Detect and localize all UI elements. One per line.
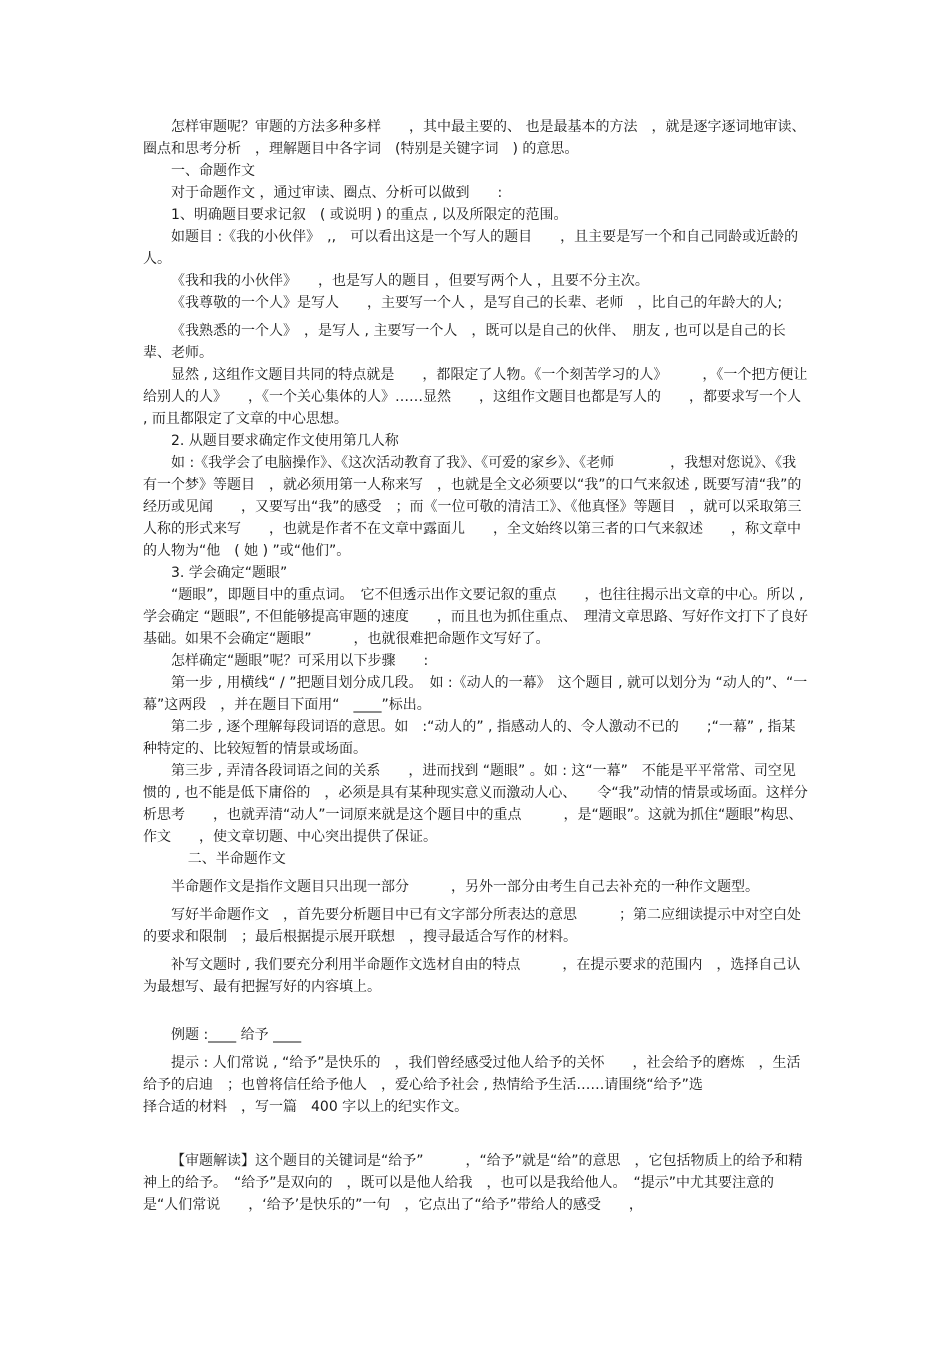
subheading-3: 3. 学会确定“题眼” xyxy=(171,565,288,581)
step-two-paragraph: 第二步 , 逐个理解每段词语的意思。如 :“动人的” , 指感动人的、令人激动不已的 ;“一幕” , 指某种特定的、比较短暂的情景或场面。 xyxy=(143,719,796,757)
body-paragraph: 半命题作文是指作文题目只出现一部分 ，另外一部分由考生自己去补充的一种作文题型。 xyxy=(171,879,759,895)
subheading-2: 2. 从题目要求确定作文使用第几人称 xyxy=(171,433,399,449)
step-three-paragraph: 第三步 , 弄清各段词语之间的关系 ，进而找到 “题眼” 。如 : 这“一幕” 不能是平平常常、司空见惯的 , 也不能是低下庸俗的 ，必须是具有某种现实意义而激动人心、 令“我”动情的情景或场面。这样分析思考 ，也就弄清“动人”一词原来就是这个题目中的重点 ，是“题眼”。这就为抓住“题眼”构思、作文 ，使文章切题、中心突出提供了保证。 xyxy=(143,763,808,845)
section-heading-propositional-essay: 一、命题作文 xyxy=(171,163,255,179)
intro-paragraph: 怎样审题呢？审题的方法多种多样 ，其中最主要的、 也是最基本的方法 ，就是逐字逐词地审读、圈点和思考分析 ，理解题目中各字词 (特别是关键字词 ) 的意思。 xyxy=(143,119,806,157)
step-one-paragraph: 第一步 , 用横线“ / ”把题目划分成几段。 如 :《动人的一幕》 这个题目 , 就可以划分为 “动人的”、“一幕”这两段 ，并在题目下面用“ ____”标出。 xyxy=(143,675,808,713)
body-paragraph: 《我和我的小伙伴》 ，也是写人的题目 ，但要写两个人 ，且要不分主次。 xyxy=(171,273,649,289)
example-title: 例题 :____ 给予 ____ xyxy=(171,1027,302,1043)
hint-paragraph: 提示 : 人们常说 , “给予”是快乐的 ，我们曾经感受过他人给予的关怀 ，社会给予的磨炼 ，生活给予的启迪 ；也曾将信任给予他人 ，爱心给予社会 , 热情给予生活……请围绕“给予”选 xyxy=(143,1055,801,1093)
body-paragraph: 显然 , 这组作文题目共同的特点就是 ，都限定了人物。《一个刻苦学习的人》 ，《一个把方便让给别人的人》 ，《一个关心集体的人》……显然 ，这组作文题目也都是写人的 ，都要求写一个人 , 而且都限定了文章的中心思想。 xyxy=(143,367,808,427)
body-paragraph: 怎样确定“题眼”呢？可采用以下步骤 : xyxy=(171,653,429,669)
body-paragraph: 写好半命题作文 ，首先要分析题目中已有文字部分所表达的意思 ；第二应细读提示中对空白处的要求和限制 ；最后根据提示展开联想 ，搜寻最适合写作的材料。 xyxy=(143,907,801,945)
body-paragraph: 补写文题时 , 我们要充分利用半命题作文选材自由的特点 ，在提示要求的范围内 ，选择自己认为最想写、最有把握写好的内容填上。 xyxy=(143,957,801,995)
section-heading-semi-propositional-essay: 二、半命题作文 xyxy=(187,851,286,867)
body-paragraph: 如题目 :《我的小伙伴》 ,, 可以看出这是一个写人的题目 ，且主要是写一个和自己同龄或近龄的人。 xyxy=(143,229,799,267)
body-paragraph: “题眼”，即题目中的重点词。 它不但透示出作文要记叙的重点 ，也往往揭示出文章的中心。所以 , 学会确定 “题眼”, 不但能够提高审题的速度 ，而且也为抓住重点、 理清文章思路、写好作文打下了良好基础。如果不会确定“题眼” ，也就很难把命题作文写好了。 xyxy=(143,587,808,647)
hint-paragraph-end: 择合适的材料 ，写一篇 400 字以上的纪实作文。 xyxy=(143,1099,469,1115)
subheading-1: 1、明确题目要求记叙 ( 或说明 ) 的重点 , 以及所限定的范围。 xyxy=(171,207,568,223)
document-body xyxy=(143,116,808,1216)
body-paragraph: 如 :《我学会了电脑操作》、《这次活动教育了我》、《可爱的家乡》、《老师 ，我想对您说》、《我有一个梦》等题目 ，就必须用第一人称来写 ，也就是全文必须要以“我”的口气来叙述 , 既要写清“我”的经历或见闻 ，又要写出“我”的感受 ；而《一位可敬的清洁工》、《他真怪》等题目 ，就可以采取第三人称的形式来写 ，也就是作者不在文章中露面儿 ，全文始终以第三者的口气来叙述 ，称文章中的人物为“他 ( 她 ) ”或“他们”。 xyxy=(143,455,802,559)
analysis-paragraph: 【审题解读】这个题目的关键词是“给予” ，“给予”就是“给”的意思 ，它包括物质上的给予和精神上的给予。 “给予”是双向的 ，既可以是他人给我 ，也可以是我给他人。 “提示”中尤其要注意的是“人们常说 ，‘给予’是快乐的”一句 ，它点出了“给予”带给人的感受 ， xyxy=(143,1153,803,1213)
body-paragraph: 《我尊敬的一个人》是写人 ，主要写一个人 ，是写自己的长辈、老师 ，比自己的年龄大的人; xyxy=(171,295,783,311)
body-paragraph: 《我熟悉的一个人》 ，是写人 , 主要写一个人 ，既可以是自己的伙伴、 朋友 , 也可以是自己的长辈、老师。 xyxy=(143,323,786,361)
body-paragraph: 对于命题作文 ，通过审读、圈点、分析可以做到 : xyxy=(171,185,503,201)
